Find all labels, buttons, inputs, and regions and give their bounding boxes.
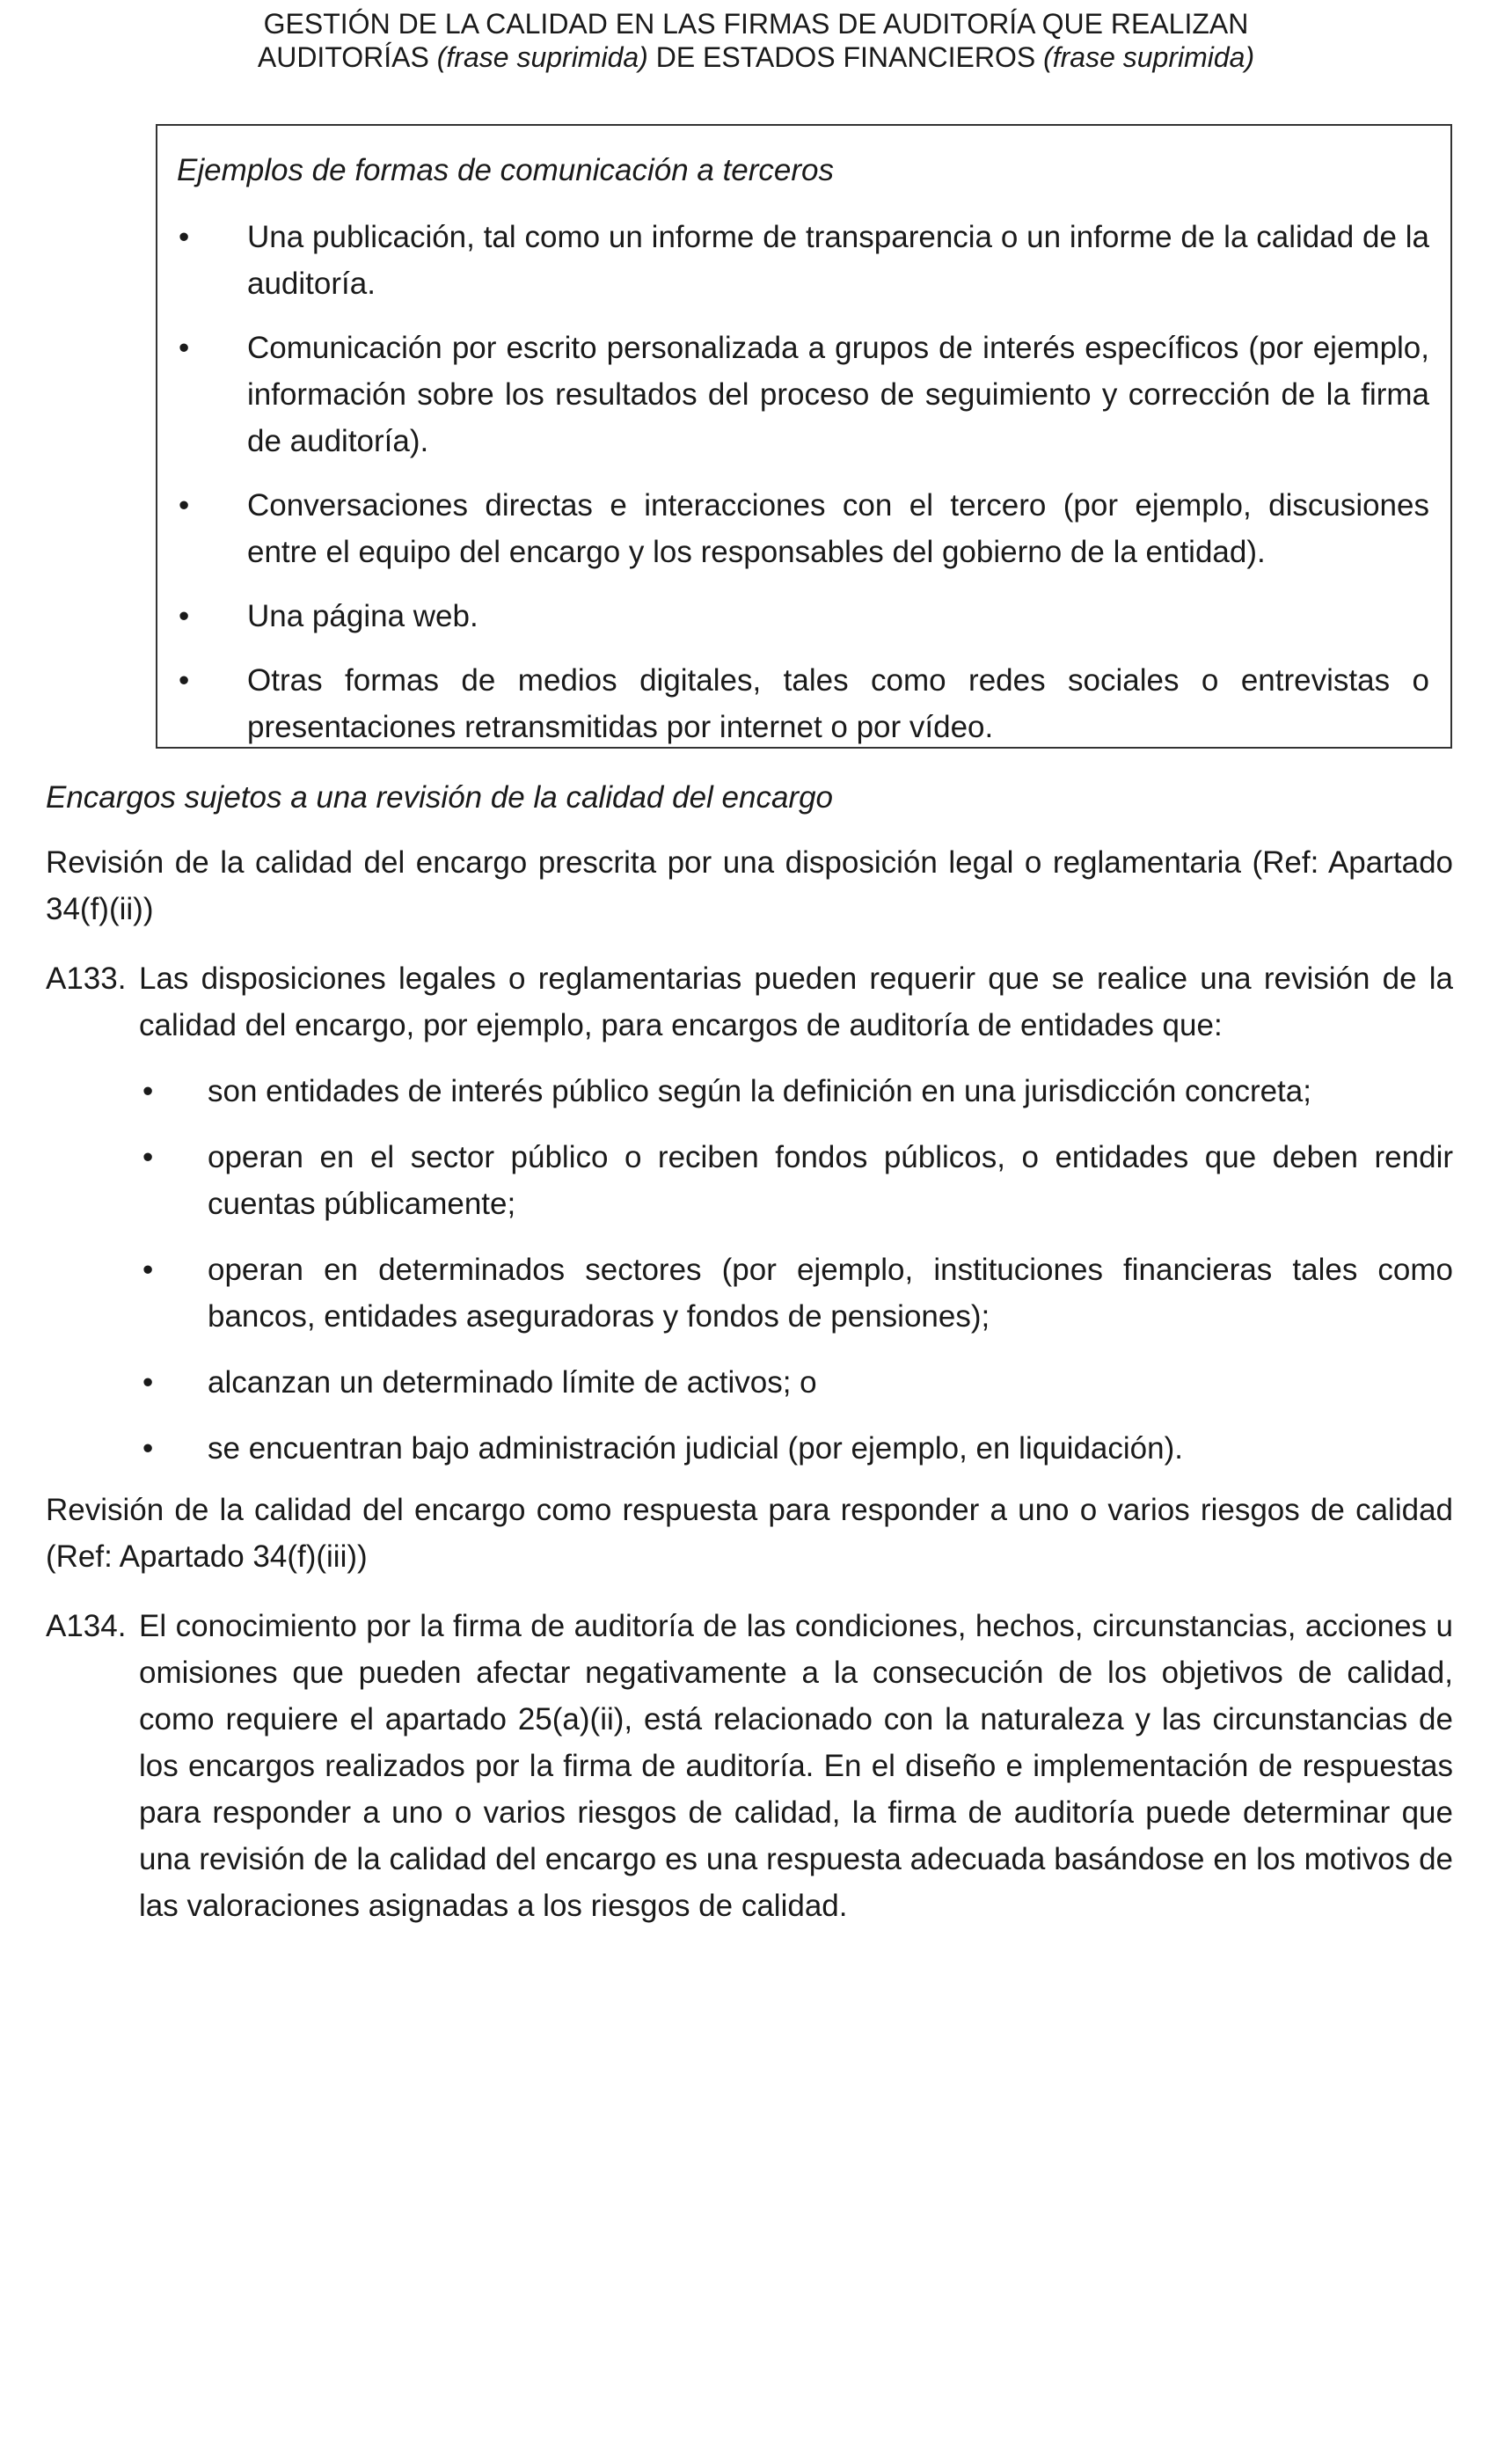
bullet-icon: • [142, 1253, 154, 1287]
examples-box [156, 124, 1452, 749]
bullet-icon: • [142, 1074, 154, 1108]
paragraph-number-a133: A133. [46, 961, 127, 996]
bullet-icon: • [179, 220, 190, 254]
list-item [139, 1068, 1453, 1115]
bullet-icon: • [179, 599, 190, 633]
list-item [177, 325, 1429, 464]
running-header [0, 7, 1512, 74]
bullet-icon: • [142, 1140, 154, 1174]
header-text-a: AUDITORÍAS [257, 41, 437, 73]
examples-list [177, 214, 1429, 768]
header-omitted-phrase-2: (frase suprimida) [1043, 41, 1255, 73]
subheading-legal-requirement: Revisión de la calidad del encargo prescrita por una disposición legal o reglamentaria (Ref: Apartado 34(f)(ii)) [46, 845, 1453, 926]
list-item [177, 593, 1429, 640]
header-line-2 [0, 40, 1512, 74]
list-item-text: operan en el sector público o reciben fondos públicos, o entidades que deben rendir cuentas públicamente; [208, 1140, 1453, 1221]
bullet-icon: • [142, 1431, 154, 1466]
header-line-1: GESTIÓN DE LA CALIDAD EN LAS FIRMAS DE AUDITORÍA QUE REALIZAN [263, 8, 1249, 40]
list-item-text: se encuentran bajo administración judicial (por ejemplo, en liquidación). [208, 1431, 1183, 1466]
list-item [139, 1134, 1453, 1227]
subheading-quality-risk-response: Revisión de la calidad del encargo como respuesta para responder a uno o varios riesgos de calidad (Ref: Apartado 34(f)(iii)) [46, 1493, 1453, 1574]
section-heading: Encargos sujetos a una revisión de la calidad del encargo [46, 780, 834, 815]
list-item [139, 1247, 1453, 1340]
list-item-text: Conversaciones directas e interacciones con el tercero (por ejemplo, discusiones entre el equipo del encargo y los responsables del gobierno de la entidad). [247, 488, 1429, 569]
list-item-text: alcanzan un determinado límite de activos; o [208, 1365, 817, 1400]
list-item-text: son entidades de interés público según la definición en una jurisdicción concreta; [208, 1074, 1311, 1108]
list-item [177, 214, 1429, 307]
bullet-icon: • [179, 663, 190, 698]
examples-box-title: Ejemplos de formas de comunicación a terceros [177, 153, 835, 187]
list-item-text: Comunicación por escrito personalizada a grupos de interés específicos (por ejemplo, información sobre los resultados del proceso de seguimiento y corrección de la firma de auditoría). [247, 331, 1429, 458]
paragraph-a133-text: Las disposiciones legales o reglamentarias pueden requerir que se realice una revisión de la calidad del encargo, por ejemplo, para encargos de auditoría de entidades que: [139, 961, 1453, 1042]
list-item [177, 657, 1429, 750]
paragraph-number-a134: A134. [46, 1609, 127, 1643]
list-item-text: operan en determinados sectores (por ejemplo, instituciones financieras tales como bancos, entidades aseguradoras y fondos de pensiones); [208, 1253, 1453, 1334]
bullet-icon: • [142, 1365, 154, 1400]
paragraph-a134-text: El conocimiento por la firma de auditoría de las condiciones, hechos, circunstancias, acciones u omisiones que pueden afectar negativamente a la consecución de los objetivos de calidad, como requiere el apartado 25(a)(ii), está relacionado con la naturaleza y las circunstancias de los encargos realizados por la firma de auditoría. En el diseño e implementación de respuestas para responder a uno o varios riesgos de calidad, la firma de auditoría puede determinar que una revisión de la calidad del encargo es una respuesta adecuada basándose en los motivos de las valoraciones asignadas a los riesgos de calidad. [139, 1609, 1453, 1923]
list-item [139, 1425, 1453, 1472]
list-item-text: Una página web. [247, 599, 478, 633]
list-item-text: Una publicación, tal como un informe de transparencia o un informe de la calidad de la auditoría. [247, 220, 1429, 301]
bullet-icon: • [179, 488, 190, 523]
a133-entity-list [139, 1068, 1453, 1491]
header-text-c: DE ESTADOS FINANCIEROS [647, 41, 1044, 73]
header-omitted-phrase-1: (frase suprimida) [436, 41, 648, 73]
list-item [177, 482, 1429, 575]
list-item [139, 1359, 1453, 1406]
bullet-icon: • [179, 331, 190, 365]
list-item-text: Otras formas de medios digitales, tales como redes sociales o entrevistas o presentaciones retransmitidas por internet o por vídeo. [247, 663, 1429, 744]
